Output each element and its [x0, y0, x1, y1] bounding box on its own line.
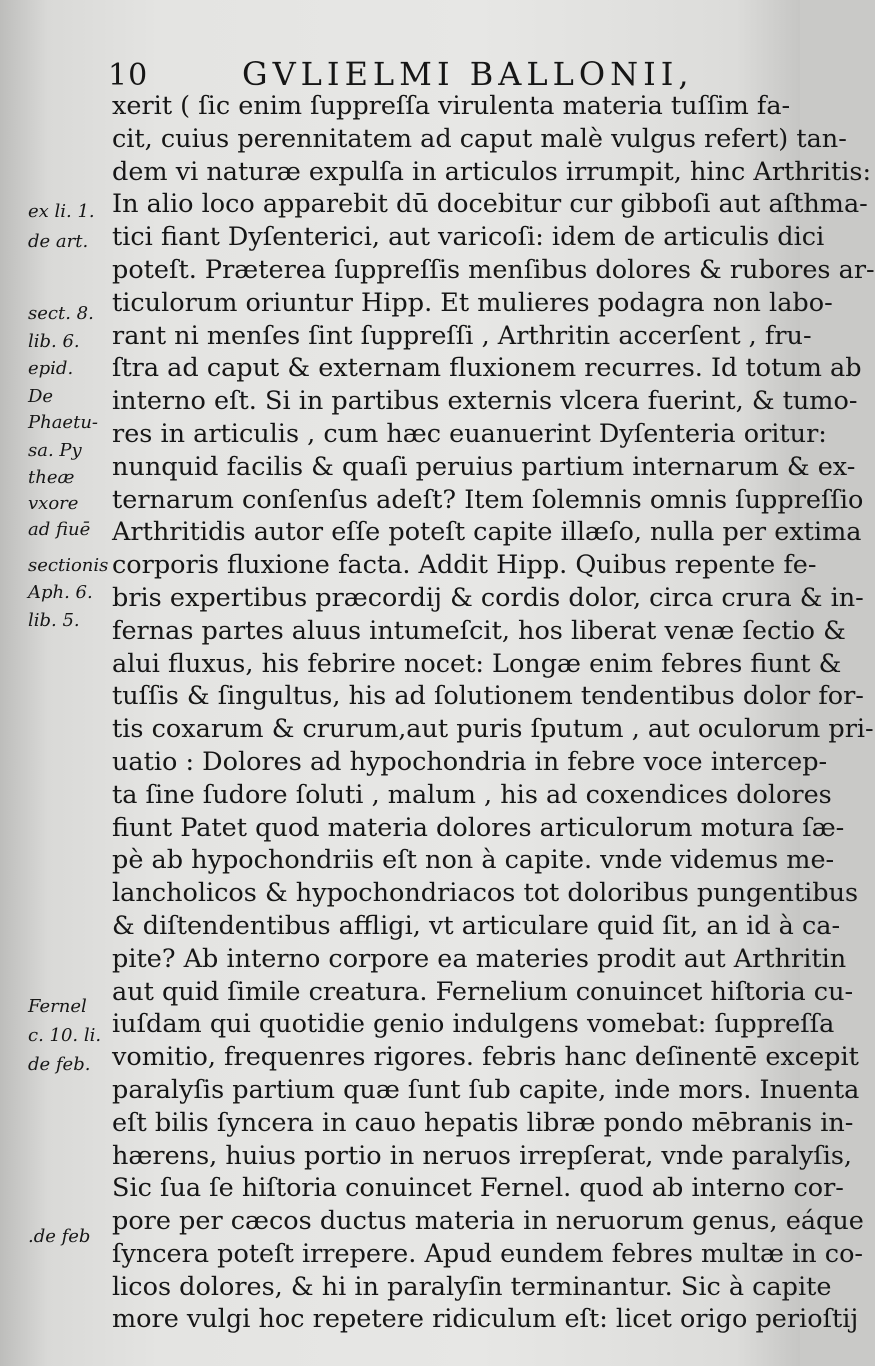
text-line: pite? Ab interno corpore ea materies prodit aut Arthritin [112, 943, 847, 974]
text-line: iuſdam qui quotidie genio indulgens vomebat: ſuppreſſa [112, 1009, 835, 1040]
text-line: tici fiant Dyſenterici, aut varicoſi: idem de articulis dici [112, 222, 825, 253]
text-line: fernas partes aluus intumeſcit, hos liberat venæ ſectio & [112, 615, 846, 646]
running-head: GVLIELMI BALLONII, [242, 55, 694, 93]
margin-note: sectionis [28, 555, 109, 576]
text-line: vomitio, frequenres rigores. febris hanc deſinentē excepit [112, 1042, 859, 1073]
margin-note: .de feb [28, 1226, 91, 1247]
text-line: lancholicos & hypochondriacos tot doloribus pungentibus [112, 878, 859, 909]
text-line: eſt bilis ſyncera in cauo hepatis libræ pondo mēbranis in- [112, 1107, 854, 1138]
margin-note: ad fiuē [28, 519, 91, 540]
text-line: fiunt Patet quod materia dolores articulorum motura ſæ- [112, 812, 845, 843]
text-line: aut quid ſimile creatura. Fernelium conuincet hiſtoria cu- [112, 976, 854, 1007]
margin-note: vxore [28, 493, 79, 514]
text-line: nunquid facilis & quaſi peruius partium internarum & ex- [112, 451, 856, 482]
text-line: ſyncera poteſt irrepere. Apud eundem febres multæ in co- [112, 1238, 864, 1269]
text-line: bris expertibus præcordij & cordis dolor, circa crura & in- [112, 582, 864, 613]
margin-note: theæ [28, 467, 75, 488]
text-line: alui fluxus, his febrire nocet: Longæ enim febres fiunt & [112, 648, 842, 679]
margin-note: sa. Py [28, 440, 82, 461]
body-text [112, 90, 875, 1336]
margin-note: De [28, 386, 54, 407]
text-line: cit, cuius perennitatem ad caput malè vulgus refert) tan- [112, 123, 847, 154]
text-line: poteſt. Præterea ſuppreſſis menſibus dolores & rubores ar- [112, 254, 875, 285]
margin-note: Phaetu- [28, 412, 98, 433]
text-line: ſtra ad caput & externam fluxionem recurres. Id totum ab [112, 353, 862, 384]
text-line: In alio loco apparebit dū docebitur cur gibboſi aut aſthma- [112, 189, 868, 220]
text-line: Arthritidis autor eſſe poteſt capite illæſo, nulla per extima [112, 517, 862, 548]
margin-note: Fernel [28, 996, 87, 1017]
text-line: xerit ( ſic enim ſuppreſſa virulenta materia tuſſim fa- [112, 91, 791, 121]
margin-note: c. 10. li. [28, 1025, 102, 1046]
text-line: ticulorum oriuntur Hipp. Et mulieres podagra non labo- [112, 287, 833, 318]
margin-note: lib. 5. [28, 610, 80, 631]
text-line: tis coxarum & crurum,aut puris ſputum , aut oculorum pri- [112, 714, 874, 745]
margin-note: epid. [28, 358, 74, 379]
margin-note: de art. [28, 231, 89, 252]
text-line: uatio : Dolores ad hypochondria in febre voce intercep- [112, 746, 828, 777]
page-number: 10 [108, 58, 149, 93]
text-line: tuſſis & ſingultus, his ad ſolutionem tendentibus dolor for- [112, 681, 864, 712]
text-line: more vulgi hoc repetere ridiculum eſt: licet origo perioſtij [112, 1304, 859, 1335]
text-line: dem vi naturæ expulſa in articulos irrumpit, hinc Arthritis: [112, 156, 872, 187]
margin-note: de feb. [28, 1054, 91, 1075]
margin-note: Aph. 6. [28, 582, 93, 603]
text-line: licos dolores, & hi in paralyſin terminantur. Sic à capite [112, 1271, 832, 1302]
text-line: paralyſis partium quæ ſunt ſub capite, inde mors. Inuenta [112, 1074, 860, 1105]
text-line: & diſtendentibus affligi, vt articulare quid ſit, an id à ca- [112, 910, 841, 941]
margin-notes [0, 0, 110, 1366]
text-line: ta ſine ſudore ſoluti , malum , his ad coxendices dolores [112, 779, 832, 810]
text-line: interno eſt. Si in partibus externis vlcera fuerint, & tumo- [112, 386, 858, 417]
margin-note: lib. 6. [28, 331, 80, 352]
text-line: pè ab hypochondriis eſt non à capite. vnde videmus me- [112, 845, 835, 876]
text-line: corporis fluxione facta. Addit Hipp. Quibus repente fe- [112, 550, 817, 581]
margin-note: sect. 8. [28, 303, 94, 324]
margin-note: ex li. 1. [28, 201, 95, 222]
text-line: ternarum conſenſus adeſt? Item ſolemnis omnis ſuppreſſio [112, 484, 864, 515]
text-line: Sic ſua ſe hiſtoria conuincet Fernel. quod ab interno cor- [112, 1173, 844, 1204]
text-line: res in articulis , cum hæc euanuerint Dyſenteria oritur: [112, 418, 827, 449]
text-line: hærens, huius portio in neruos irrepſerat, vnde paralyſis, [112, 1140, 853, 1171]
text-line: rant ni menſes ſint ſuppreſſi , Arthritin accerſent , fru- [112, 320, 812, 351]
text-line: pore per cæcos ductus materia in neruorum genus, eáque [112, 1206, 864, 1237]
